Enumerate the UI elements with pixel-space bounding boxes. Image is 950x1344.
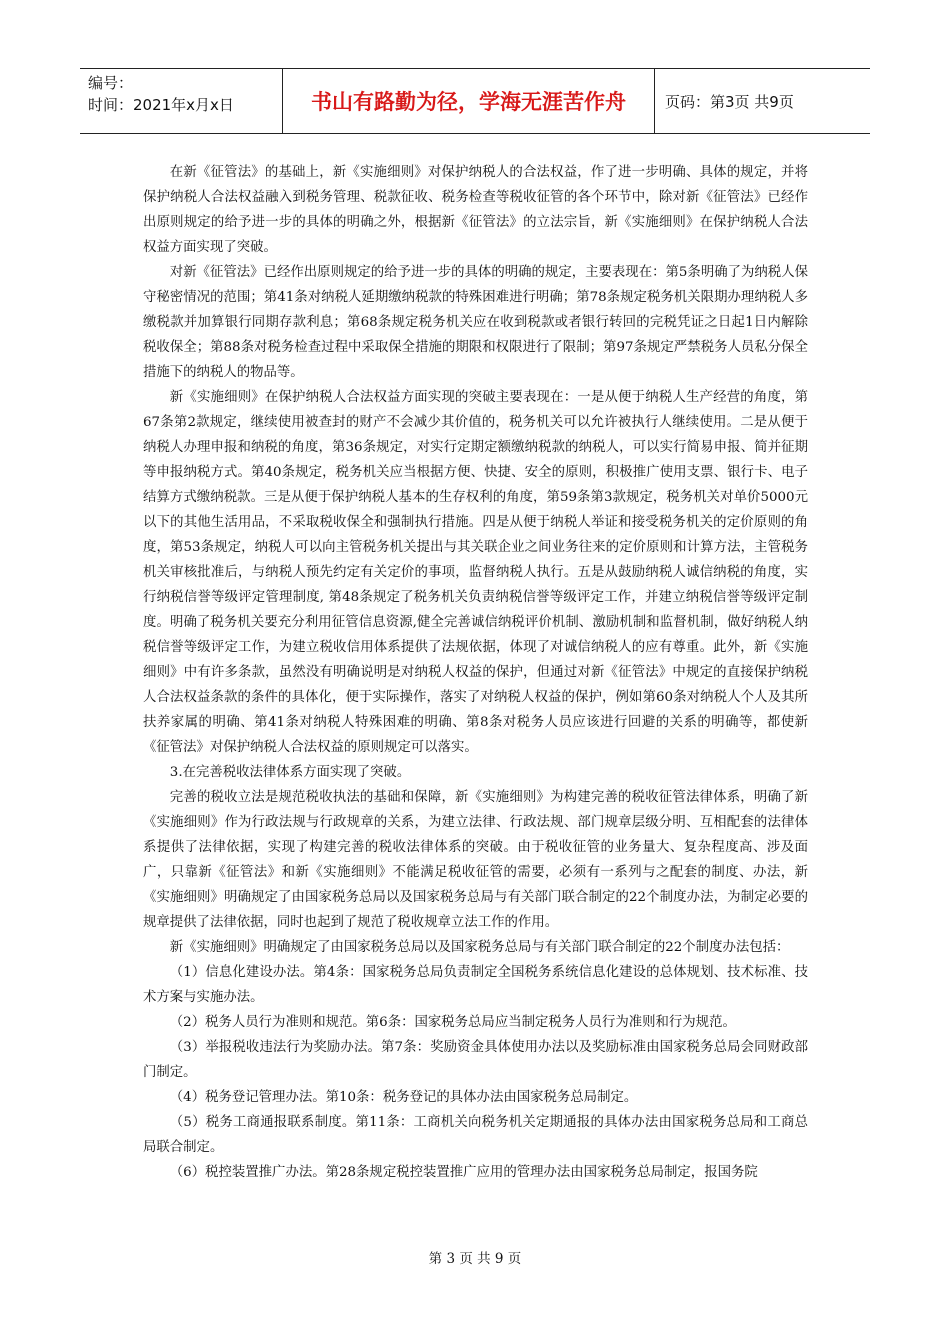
paragraph: 新《实施细则》明确规定了由国家税务总局以及国家税务总局与有关部门联合制定的22个制度办法包括： (169, 940, 790, 955)
document-date: 时间：2021年x月x日 (88, 96, 234, 114)
list-item: （1）信息化建设办法。第4条：国家税务总局负责制定全国税务系统信息化建设的总体规划、技术标准、技术方案与实施办法。 (143, 965, 808, 1005)
document-body (143, 160, 808, 1185)
list-item: （6）税控装置推广办法。第28条规定税控装置推广应用的管理办法由国家税务总局制定，报国务院 (169, 1165, 758, 1180)
list-item: （4）税务登记管理办法。第10条：税务登记的具体办法由国家税务总局制定。 (169, 1090, 638, 1105)
list-item: （3）举报税收违法行为奖励办法。第7条：奖励资金具体使用办法以及奖励标准由国家税务总局会同财政部门制定。 (143, 1040, 808, 1080)
list-item: （5）税务工商通报联系制度。第11条：工商机关向税务机关定期通报的具体办法由国家税务总局和工商总局联合制定。 (143, 1115, 808, 1155)
document-number: 编号： (88, 74, 134, 92)
section-heading: 3.在完善税收法律体系方面实现了突破。 (169, 765, 411, 780)
paragraph: 新《实施细则》在保护纳税人合法权益方面实现的突破主要表现在：一是从便于纳税人生产经营的角度，第67条第2款规定，继续使用被查封的财产不会减少其价值的，税务机关可以允许被执行人继续使用。二是从便于纳税人办理申报和纳税的角度，第36条规定，对实行定期定额缴纳税款的纳税人，可以实行简易申报、简并征期等申报纳税方式。第40条规定，税务机关应当根据方便、快捷、安全的原则，积极推广使用支票、银行卡、电子结算方式缴纳税款。三是从便于保护纳税人基本的生存权利的角度，第59条第3款规定，税务机关对单价5000元以下的其他生活用品，不采取税收保全和强制执行措施。四是从便于纳税人举证和接受税务机关的定价原则的角度，第53条规定，纳税人可以向主管税务机关提出与其关联企业之间业务往来的定价原则和计算方法，主管税务机关审核批准后，与纳税人预先约定有关定价的事项，监督纳税人执行。五是从鼓励纳税人诚信纳税的角度，实行纳税信誉等级评定管理制度, 第48条规定了税务机关负责纳税信誉等级评定工作，并建立纳税信誉等级评定制度。明确了税务机关要充分利用征管信息资源,健全完善诚信纳税评价机制、激励机制和监督机制，做好纳税人纳税信誉等级评定工作，为建立税收信用体系提供了法规依据，体现了对诚信纳税人的应有尊重。此外，新《实施细则》中有许多条款，虽然没有明确说明是对纳税人权益的保护，但通过对新《征管法》中规定的直接保护纳税人合法权益条款的条件的具体化，便于实际操作，落实了对纳税人权益的保护，例如第60条对纳税人个人及其所扶养家属的明确、第41条对纳税人特殊困难的明确、第8条对税务人员应该进行回避的关系的明确等，都使新《征管法》对保护纳税人合法权益的原则规定可以落实。 (143, 390, 808, 755)
paragraph: 对新《征管法》已经作出原则规定的给予进一步的具体的明确的规定，主要表现在：第5条明确了为纳税人保守秘密情况的范围；第41条对纳税人延期缴纳税款的特殊困难进行明确；第78条规定税务机关限期办理纳税人多缴税款并加算银行同期存款利息；第68条规定税务机关应在收到税款或者银行转回的完税凭证之日起1日内解除税收保全；第88条对税务检查过程中采取保全措施的期限和权限进行了限制；第97条规定严禁税务人员私分保全措施下的纳税人的物品等。 (143, 265, 808, 380)
page-header (80, 68, 870, 134)
header-page-number: 页码：第3页 共9页 (665, 92, 794, 111)
page-footer: 第 3 页 共 9 页 (428, 1251, 522, 1267)
header-motto: 书山有路勤为径，学海无涯苦作舟 (283, 69, 655, 133)
list-item: （2）税务人员行为准则和规范。第6条：国家税务总局应当制定税务人员行为准则和行为规范。 (169, 1015, 736, 1030)
header-meta (80, 69, 283, 133)
paragraph: 在新《征管法》的基础上，新《实施细则》对保护纳税人的合法权益，作了进一步明确、具体的规定，并将保护纳税人合法权益融入到税务管理、税款征收、税务检查等税收征管的各个环节中，除对新《征管法》已经作出原则规定的给予进一步的具体的明确之外，根据新《征管法》的立法宗旨，新《实施细则》在保护纳税人合法权益方面实现了突破。 (143, 165, 808, 255)
paragraph: 完善的税收立法是规范税收执法的基础和保障，新《实施细则》为构建完善的税收征管法律体系，明确了新《实施细则》作为行政法规与行政规章的关系，为建立法律、行政法规、部门规章层级分明、互相配套的法律体系提供了法律依据，实现了构建完善的税收法律体系的突破。由于税收征管的业务量大、复杂程度高、涉及面广，只靠新《征管法》和新《实施细则》不能满足税收征管的需要，必须有一系列与之配套的制度、办法，新《实施细则》明确规定了由国家税务总局以及国家税务总局与有关部门联合制定的22个制度办法，为制定必要的规章提供了法律依据，同时也起到了规范了税收规章立法工作的作用。 (143, 790, 808, 930)
